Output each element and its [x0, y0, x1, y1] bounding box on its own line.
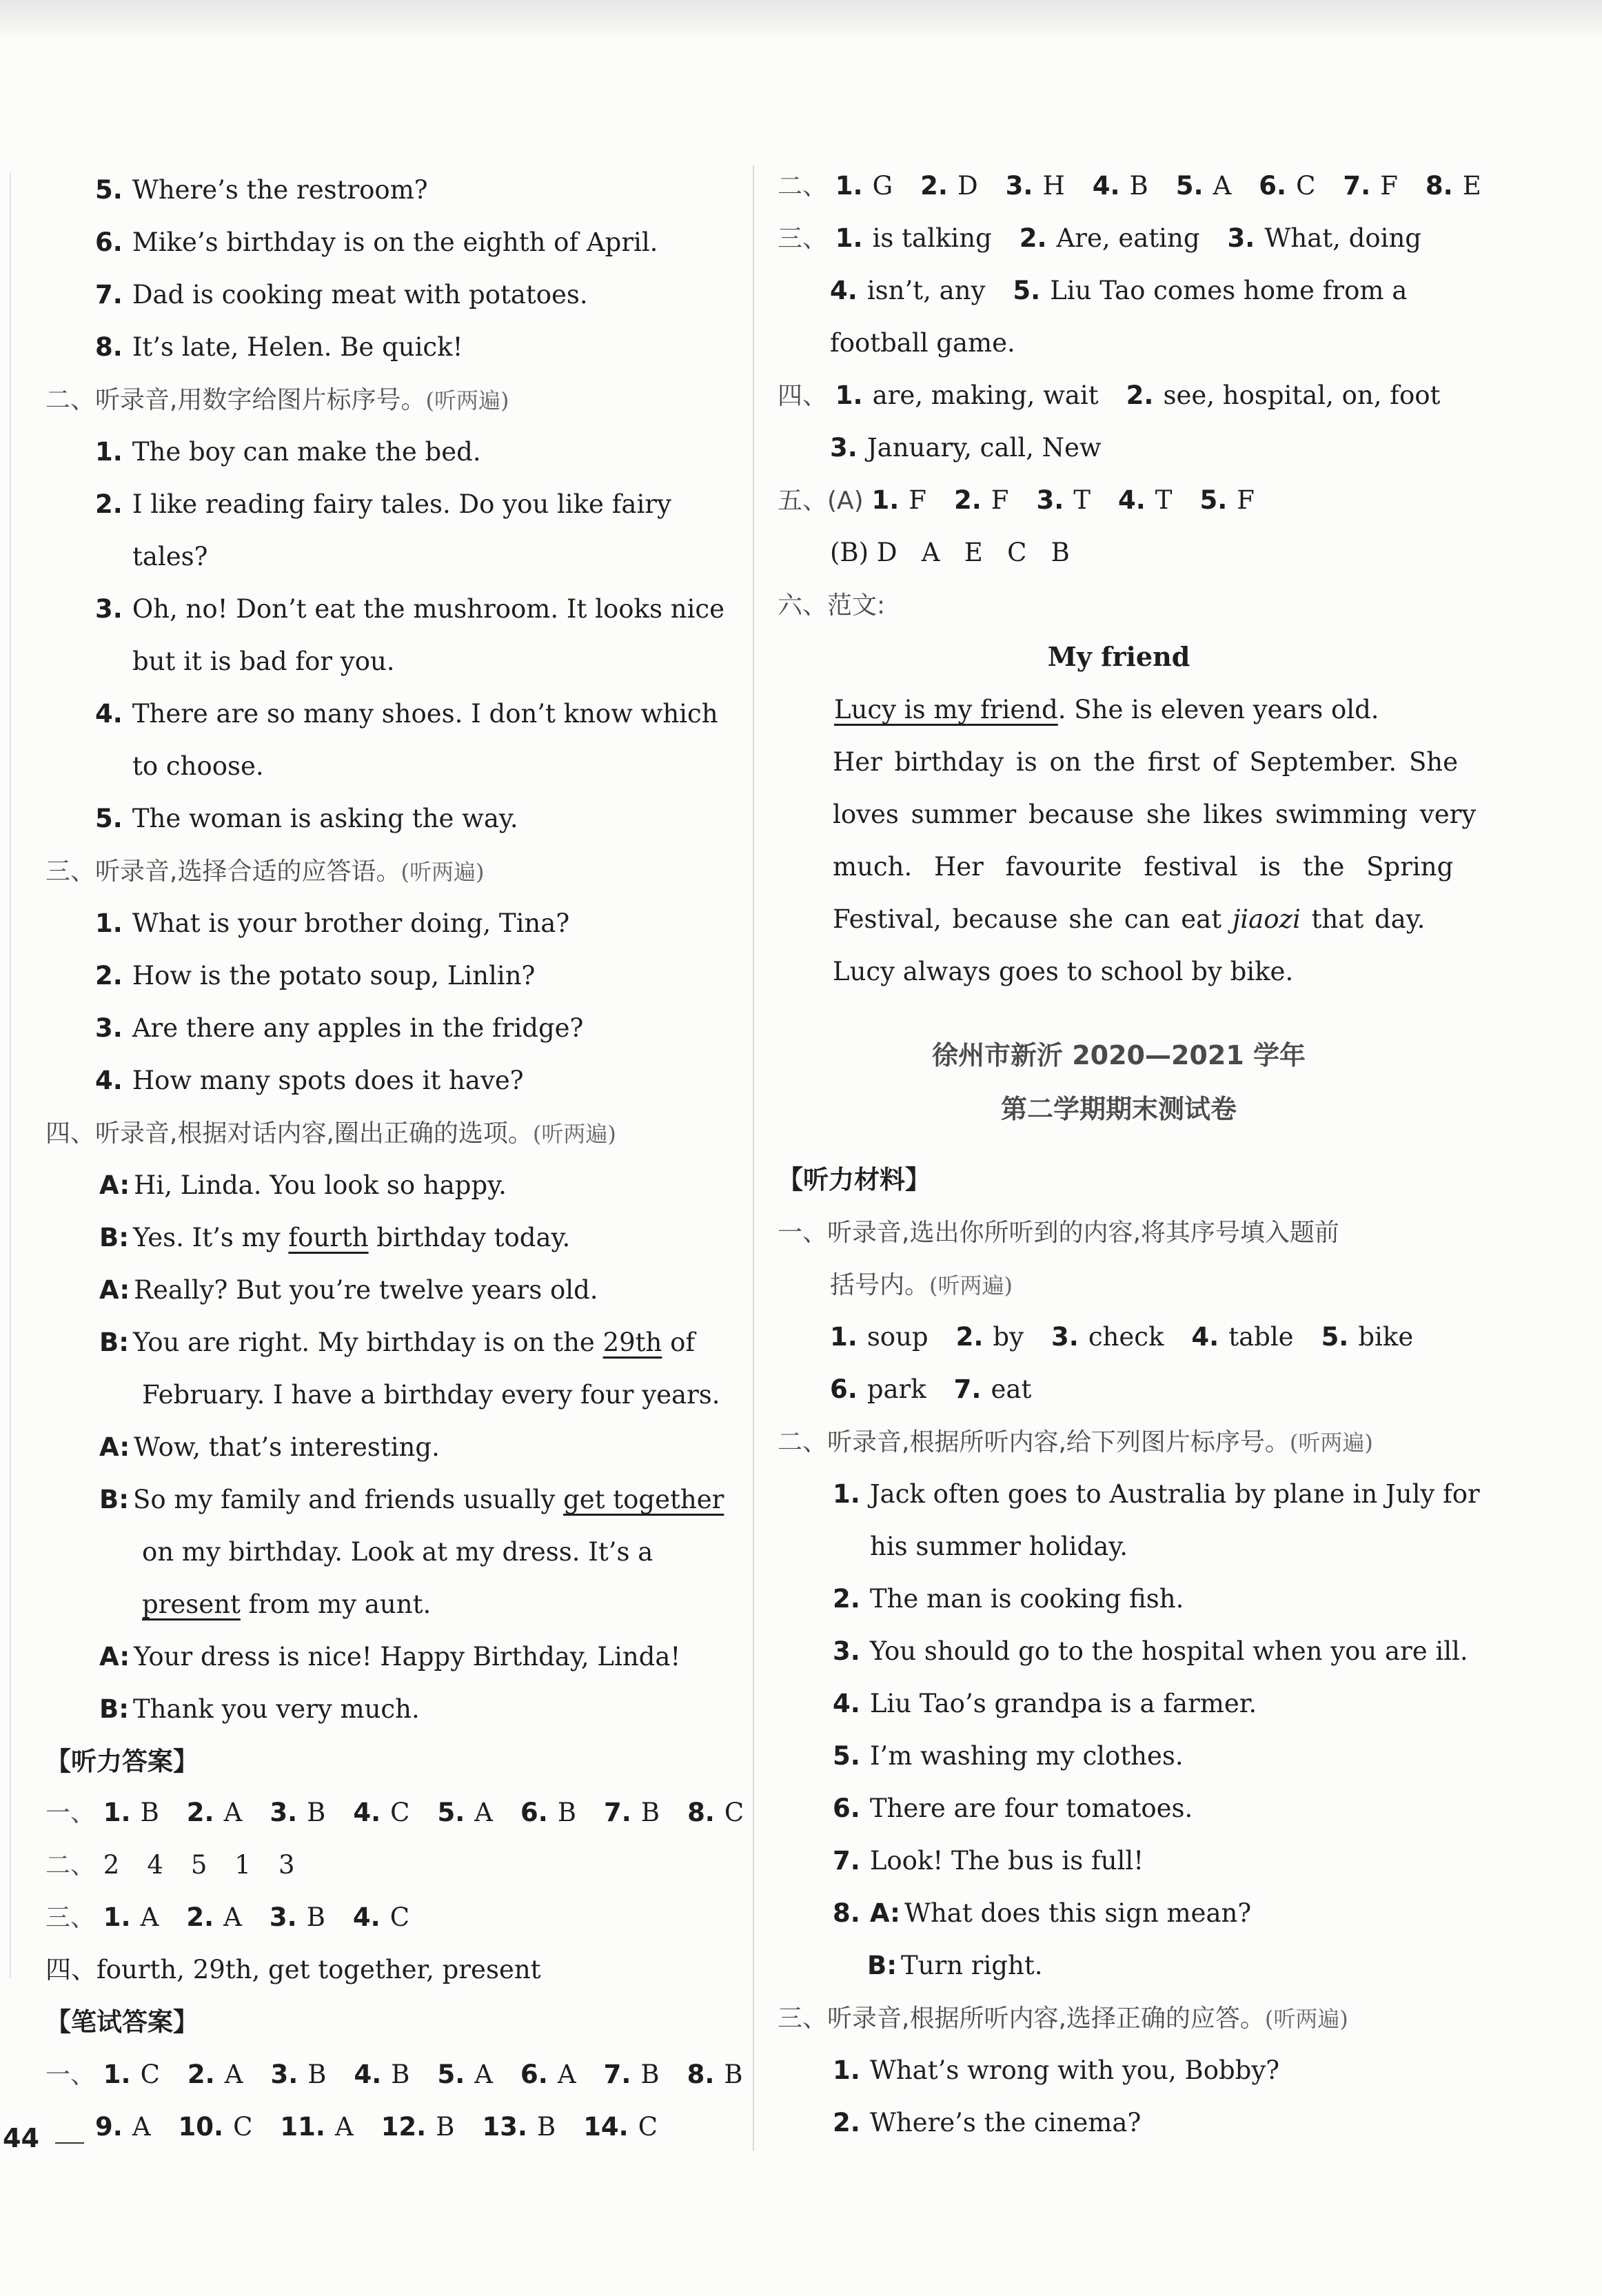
dialogue-line: A: Really? But you’re twelve years old.	[99, 1275, 598, 1305]
essay-line: Her birthday is on the first of September. She	[833, 747, 1459, 777]
list-item: 3. Are there any apples in the fridge?	[95, 1013, 584, 1043]
dialogue-continuation: on my birthday. Look at my dress. It’s a	[142, 1537, 653, 1567]
materials-heading: 【听力材料】	[778, 1165, 931, 1195]
dialogue-line: A: Wow, that’s interesting.	[99, 1432, 440, 1462]
answer-row: 4. isn’t, any 5. Liu Tao comes home from a	[830, 276, 1408, 305]
list-item: 8. A: What does this sign mean?	[833, 1898, 1252, 1928]
exam-title: 徐州市新沂 2020—2021 学年	[932, 1040, 1306, 1070]
section-heading: 二、听录音,根据所听内容,给下列图片标序号。(听两遍)	[778, 1428, 1373, 1456]
answer-row: 二、 2 4 5 1 3	[45, 1850, 295, 1880]
answer-row: 四、fourth, 29th, get together, present	[45, 1955, 541, 1984]
answer-row: 三、 1. A 2. A 3. B 4. C	[45, 1902, 410, 1932]
list-item: 8. It’s late, Helen. Be quick!	[95, 332, 463, 362]
list-item: 3. Oh, no! Don’t eat the mushroom. It looks nice	[95, 594, 724, 624]
list-item: 1. What’s wrong with you, Bobby?	[833, 2055, 1280, 2085]
page-number: 44	[3, 2123, 39, 2153]
dialogue-line: B: Thank you very much.	[99, 1694, 420, 1724]
answer-row: 一、 1. C 2. A 3. B 4. B 5. A 6. A 7. B 8. B	[45, 2060, 743, 2089]
dialogue-line: B: Yes. It’s my fourth birthday today.	[99, 1223, 571, 1252]
answer-row: (B) D A E C B	[830, 538, 1070, 567]
section-heading: 四、听录音,根据对话内容,圈出正确的选项。(听两遍)	[45, 1119, 616, 1148]
answer-row: 1. soup 2. by 3. check 4. table 5. bike	[830, 1322, 1414, 1352]
list-item: 1. Jack often goes to Australia by plane in July for	[833, 1479, 1480, 1509]
section-heading: 一、听录音,选出你所听到的内容,将其序号填入题前	[778, 1219, 1339, 1247]
dialogue-line: B: You are right. My birthday is on the 29th of	[99, 1328, 696, 1357]
margin-rule	[10, 172, 11, 1978]
list-item: 3. You should go to the hospital when you are ill.	[833, 1636, 1468, 1666]
answer-row: 6. park 7. eat	[830, 1374, 1032, 1404]
essay-line: Lucy always goes to school by bike.	[833, 957, 1294, 986]
answer-row: 二、 1. G 2. D 3. H 4. B 5. A 6. C 7. F 8. E	[778, 171, 1481, 201]
essay-line: loves summer because she likes swimming very	[833, 800, 1477, 829]
section-heading: 六、范文:	[778, 591, 886, 620]
scan-top-edge	[0, 0, 1602, 41]
answer-row: 四、 1. are, making, wait 2. see, hospital, on, foot	[778, 380, 1441, 410]
list-item-continuation: to choose.	[132, 751, 264, 781]
answer-row: 一、 1. B 2. A 3. B 4. C 5. A 6. B 7. B 8. C	[45, 1798, 744, 1827]
list-item-continuation: his summer holiday.	[870, 1532, 1128, 1561]
essay-line: Lucy is my friend. She is eleven years old.	[834, 695, 1379, 724]
essay-title: My friend	[1047, 641, 1190, 672]
section-heading: 二、听录音,用数字给图片标序号。(听两遍)	[45, 386, 509, 414]
list-item: 5. I’m washing my clothes.	[833, 1741, 1184, 1771]
essay-line: Festival, because she can eat jiaozi that day.	[833, 904, 1426, 934]
column-divider	[753, 165, 754, 2151]
list-item-continuation: but it is bad for you.	[132, 647, 395, 676]
answer-row: 9. A 10. C 11. A 12. B 13. B 14. C	[95, 2112, 658, 2142]
essay-line: much. Her favourite festival is the Spring	[833, 852, 1454, 882]
list-item: 2. How is the potato soup, Linlin?	[95, 961, 536, 990]
list-item: 2. I like reading fairy tales. Do you like fairy	[95, 489, 671, 519]
answer-row: 五、(A) 1. F 2. F 3. T 4. T 5. F	[778, 485, 1255, 515]
list-item: 2. The man is cooking fish.	[833, 1584, 1184, 1614]
dialogue-continuation: present from my aunt.	[142, 1589, 432, 1619]
dialogue-line: A: Your dress is nice! Happy Birthday, Linda!	[99, 1642, 681, 1672]
listening-answers-heading: 【听力答案】	[45, 1747, 199, 1776]
list-item: 6. There are four tomatoes.	[833, 1794, 1193, 1823]
answer-continuation: football game.	[830, 328, 1015, 358]
list-item: 4. Liu Tao’s grandpa is a farmer.	[833, 1689, 1257, 1718]
list-item: 6. Mike’s birthday is on the eighth of April.	[95, 227, 658, 257]
list-item: 5. The woman is asking the way.	[95, 804, 518, 833]
list-item: 1. The boy can make the bed.	[95, 437, 481, 467]
list-item-continuation: tales?	[132, 542, 208, 571]
dialogue-line: A: Hi, Linda. You look so happy.	[99, 1170, 507, 1200]
answer-row: 3. January, call, New	[830, 433, 1102, 463]
page-number-dash	[55, 2142, 84, 2144]
list-item: 2. Where’s the cinema?	[833, 2108, 1142, 2137]
dialogue-line: B: So my family and friends usually get together	[99, 1485, 724, 1514]
list-item: 5. Where’s the restroom?	[95, 175, 428, 205]
list-item: 7. Look! The bus is full!	[833, 1846, 1144, 1876]
list-item: 7. Dad is cooking meat with potatoes.	[95, 280, 588, 309]
dialogue-line: B: Turn right.	[867, 1951, 1043, 1980]
exam-subtitle: 第二学期期末测试卷	[1000, 1094, 1237, 1124]
section-heading: 三、听录音,选择合适的应答语。(听两遍)	[45, 857, 485, 886]
written-answers-heading: 【笔试答案】	[45, 2007, 199, 2037]
list-item: 4. There are so many shoes. I don’t know which	[95, 699, 718, 729]
dialogue-continuation: February. I have a birthday every four years.	[142, 1380, 720, 1410]
answer-row: 三、 1. is talking 2. Are, eating 3. What, doing	[778, 223, 1421, 253]
section-heading-continuation: 括号内。(听两遍)	[830, 1271, 1013, 1299]
section-heading: 三、听录音,根据所听内容,选择正确的应答。(听两遍)	[778, 2004, 1348, 2033]
list-item: 1. What is your brother doing, Tina?	[95, 908, 570, 938]
list-item: 4. How many spots does it have?	[95, 1066, 524, 1095]
